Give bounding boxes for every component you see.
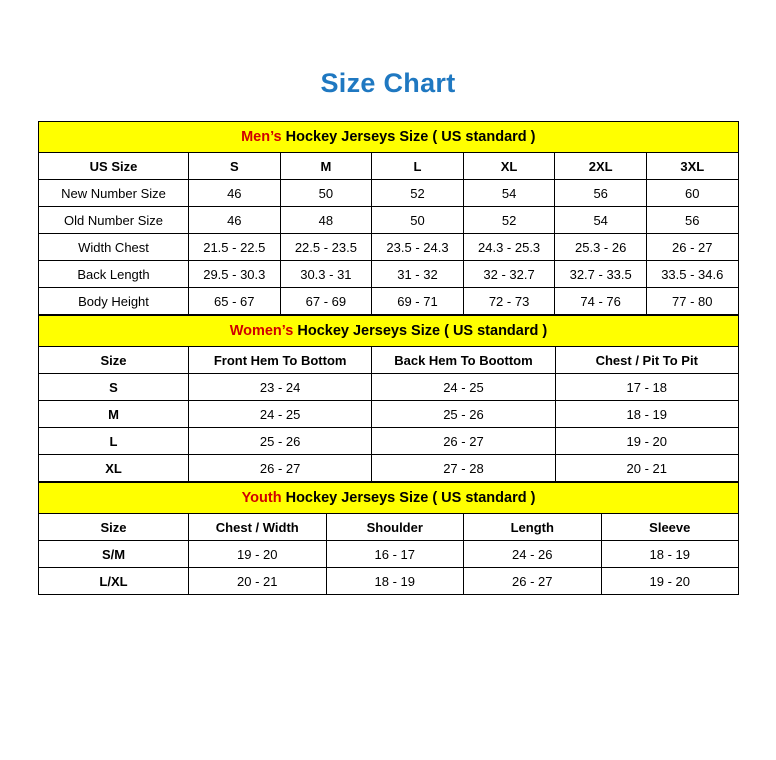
- table-row: [39, 234, 739, 261]
- mens-size-table: [38, 121, 739, 315]
- mens-banner-rest: Hockey Jerseys Size ( US standard ): [281, 129, 536, 145]
- table-cell: 56: [646, 207, 738, 234]
- table-header-row: [39, 153, 739, 180]
- table-cell: 20 - 21: [189, 568, 327, 595]
- womens-banner-accent: Women’s: [229, 323, 294, 339]
- mens-header-cell: 3XL: [646, 153, 738, 180]
- table-cell: 65 - 67: [189, 288, 281, 315]
- table-row: [39, 568, 739, 595]
- table-row: [39, 288, 739, 315]
- row-label: S/M: [39, 541, 189, 568]
- youth-banner-rest: Hockey Jerseys Size ( US standard ): [281, 490, 536, 506]
- table-cell: 56: [555, 180, 647, 207]
- table-row: [39, 541, 739, 568]
- womens-header-cell: Size: [39, 347, 189, 374]
- table-cell: 19 - 20: [601, 568, 739, 595]
- row-label: Back Length: [39, 261, 189, 288]
- table-cell: 26 - 27: [372, 428, 555, 455]
- table-cell: 23 - 24: [189, 374, 372, 401]
- table-cell: 25 - 26: [189, 428, 372, 455]
- table-cell: 50: [372, 207, 464, 234]
- table-cell: 16 - 17: [326, 541, 464, 568]
- mens-header-cell: US Size: [39, 153, 189, 180]
- youth-header-cell: Size: [39, 514, 189, 541]
- youth-header-cell: Chest / Width: [189, 514, 327, 541]
- table-cell: 52: [463, 207, 555, 234]
- mens-banner-accent: Men’s: [241, 129, 282, 145]
- table-cell: 32 - 32.7: [463, 261, 555, 288]
- table-cell: 25 - 26: [372, 401, 555, 428]
- table-cell: 52: [372, 180, 464, 207]
- table-cell: 54: [555, 207, 647, 234]
- table-cell: 26 - 27: [646, 234, 738, 261]
- table-cell: 24 - 26: [464, 541, 602, 568]
- row-label: Width Chest: [39, 234, 189, 261]
- table-cell: 19 - 20: [555, 428, 738, 455]
- mens-header-cell: XL: [463, 153, 555, 180]
- mens-banner: [39, 122, 739, 153]
- table-header-row: [39, 347, 739, 374]
- table-cell: 24 - 25: [372, 374, 555, 401]
- table-cell: 48: [280, 207, 372, 234]
- table-row: [39, 428, 739, 455]
- row-label: Body Height: [39, 288, 189, 315]
- table-cell: 67 - 69: [280, 288, 372, 315]
- table-cell: 72 - 73: [463, 288, 555, 315]
- table-cell: 46: [189, 207, 281, 234]
- womens-header-cell: Back Hem To Boottom: [372, 347, 555, 374]
- table-cell: 33.5 - 34.6: [646, 261, 738, 288]
- table-row: [39, 401, 739, 428]
- table-row: [39, 207, 739, 234]
- row-label: L/XL: [39, 568, 189, 595]
- table-cell: 20 - 21: [555, 455, 738, 482]
- youth-header-cell: Sleeve: [601, 514, 739, 541]
- size-chart-page: [0, 68, 776, 760]
- row-label: XL: [39, 455, 189, 482]
- table-cell: 26 - 27: [464, 568, 602, 595]
- womens-banner: [39, 316, 739, 347]
- table-banner-row: [39, 483, 739, 514]
- table-row: [39, 180, 739, 207]
- youth-size-table: [38, 482, 739, 595]
- table-cell: 29.5 - 30.3: [189, 261, 281, 288]
- womens-size-table: [38, 315, 739, 482]
- row-label: M: [39, 401, 189, 428]
- table-cell: 77 - 80: [646, 288, 738, 315]
- table-cell: 60: [646, 180, 738, 207]
- mens-header-cell: M: [280, 153, 372, 180]
- table-cell: 22.5 - 23.5: [280, 234, 372, 261]
- table-cell: 27 - 28: [372, 455, 555, 482]
- table-cell: 23.5 - 24.3: [372, 234, 464, 261]
- table-cell: 31 - 32: [372, 261, 464, 288]
- youth-header-cell: Length: [464, 514, 602, 541]
- womens-header-cell: Chest / Pit To Pit: [555, 347, 738, 374]
- youth-banner-accent: Youth: [241, 490, 282, 506]
- mens-header-cell: 2XL: [555, 153, 647, 180]
- row-label: L: [39, 428, 189, 455]
- table-row: [39, 455, 739, 482]
- table-cell: 18 - 19: [601, 541, 739, 568]
- table-cell: 18 - 19: [326, 568, 464, 595]
- table-cell: 25.3 - 26: [555, 234, 647, 261]
- womens-banner-rest: Hockey Jerseys Size ( US standard ): [293, 323, 548, 339]
- table-cell: 46: [189, 180, 281, 207]
- mens-header-cell: L: [372, 153, 464, 180]
- table-row: [39, 261, 739, 288]
- table-header-row: [39, 514, 739, 541]
- womens-header-cell: Front Hem To Bottom: [189, 347, 372, 374]
- table-cell: 32.7 - 33.5: [555, 261, 647, 288]
- table-cell: 21.5 - 22.5: [189, 234, 281, 261]
- row-label: S: [39, 374, 189, 401]
- table-cell: 19 - 20: [189, 541, 327, 568]
- youth-header-cell: Shoulder: [326, 514, 464, 541]
- table-cell: 50: [280, 180, 372, 207]
- table-cell: 30.3 - 31: [280, 261, 372, 288]
- table-cell: 69 - 71: [372, 288, 464, 315]
- table-cell: 26 - 27: [189, 455, 372, 482]
- page-title: Size Chart: [320, 68, 456, 98]
- table-cell: 24 - 25: [189, 401, 372, 428]
- table-cell: 74 - 76: [555, 288, 647, 315]
- tables-container: [38, 121, 738, 595]
- table-row: [39, 374, 739, 401]
- table-banner-row: [39, 122, 739, 153]
- table-cell: 18 - 19: [555, 401, 738, 428]
- row-label: New Number Size: [39, 180, 189, 207]
- table-cell: 17 - 18: [555, 374, 738, 401]
- youth-banner: [39, 483, 739, 514]
- row-label: Old Number Size: [39, 207, 189, 234]
- table-cell: 24.3 - 25.3: [463, 234, 555, 261]
- table-banner-row: [39, 316, 739, 347]
- mens-header-cell: S: [189, 153, 281, 180]
- table-cell: 54: [463, 180, 555, 207]
